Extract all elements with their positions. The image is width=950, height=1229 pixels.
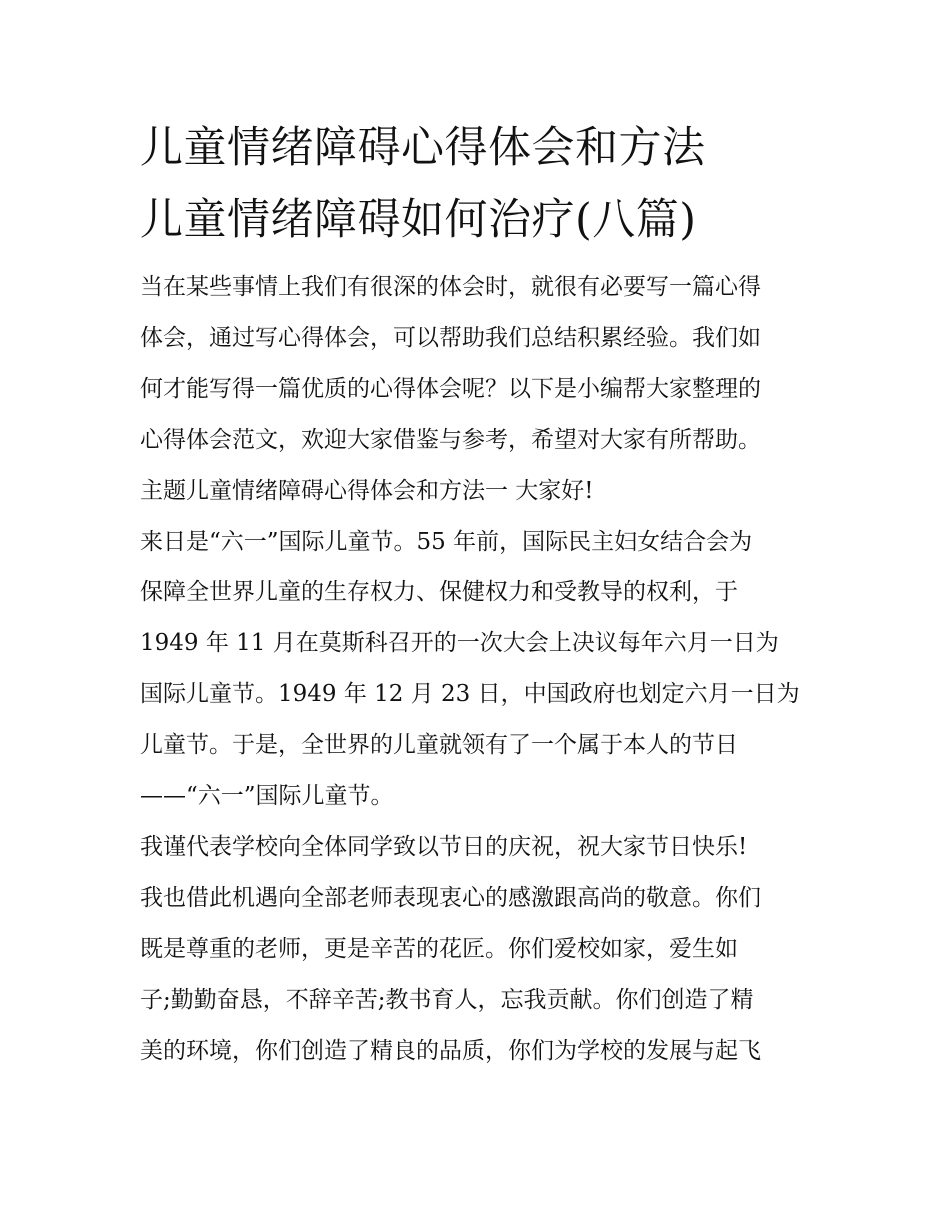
body-line: 何才能写得一篇优质的心得体会呢？以下是小编帮大家整理的	[140, 375, 761, 402]
body-line: 来日是“六一”国际儿童节。55 年前，国际民主妇女结合会为	[140, 528, 753, 555]
title-line-2: 儿童情绪障碍如何治疗(八篇)	[140, 195, 697, 245]
body-line: ——“六一”国际儿童节。	[140, 783, 394, 810]
body-line: 我也借此机遇向全部老师表现衷心的感激跟高尚的敬意。你们	[140, 884, 761, 911]
document-body	[140, 262, 815, 1077]
body-line: 保障全世界儿童的生存权力、保健权力和受教导的权利，于	[140, 579, 738, 606]
body-line: 既是尊重的老师，更是辛苦的花匠。你们爱校如家，爱生如	[140, 935, 738, 962]
body-line: 儿童节。于是，全世界的儿童就领有了一个属于本人的节日	[140, 732, 738, 759]
body-line: 当在某些事情上我们有很深的体会时，就很有必要写一篇心得	[140, 274, 761, 300]
body-line: 主题儿童情绪障碍心得体会和方法一 大家好!	[140, 477, 594, 504]
document-content	[140, 112, 815, 1077]
body-line: 国际儿童节。1949 年 12 月 23 日，中国政府也划定六月一日为	[140, 681, 800, 708]
body-line: 我谨代表学校向全体同学致以节日的庆祝，祝大家节日快乐!	[140, 833, 748, 860]
body-line: 1949 年 11 月在莫斯科召开的一次大会上决议每年六月一日为	[140, 630, 779, 657]
title-line-1: 儿童情绪障碍心得体会和方法	[140, 123, 706, 173]
body-line: 子;勤勤奋恳，不辞辛苦;教书育人，忘我贡献。你们创造了精	[140, 986, 754, 1013]
document-title	[140, 112, 815, 256]
body-line: 体会，通过写心得体会，可以帮助我们总结积累经验。我们如	[140, 324, 761, 351]
body-line: 美的环境，你们创造了精良的品质，你们为学校的发展与起飞	[140, 1037, 761, 1064]
body-line: 心得体会范文，欢迎大家借鉴与参考，希望对大家有所帮助。	[140, 426, 761, 453]
